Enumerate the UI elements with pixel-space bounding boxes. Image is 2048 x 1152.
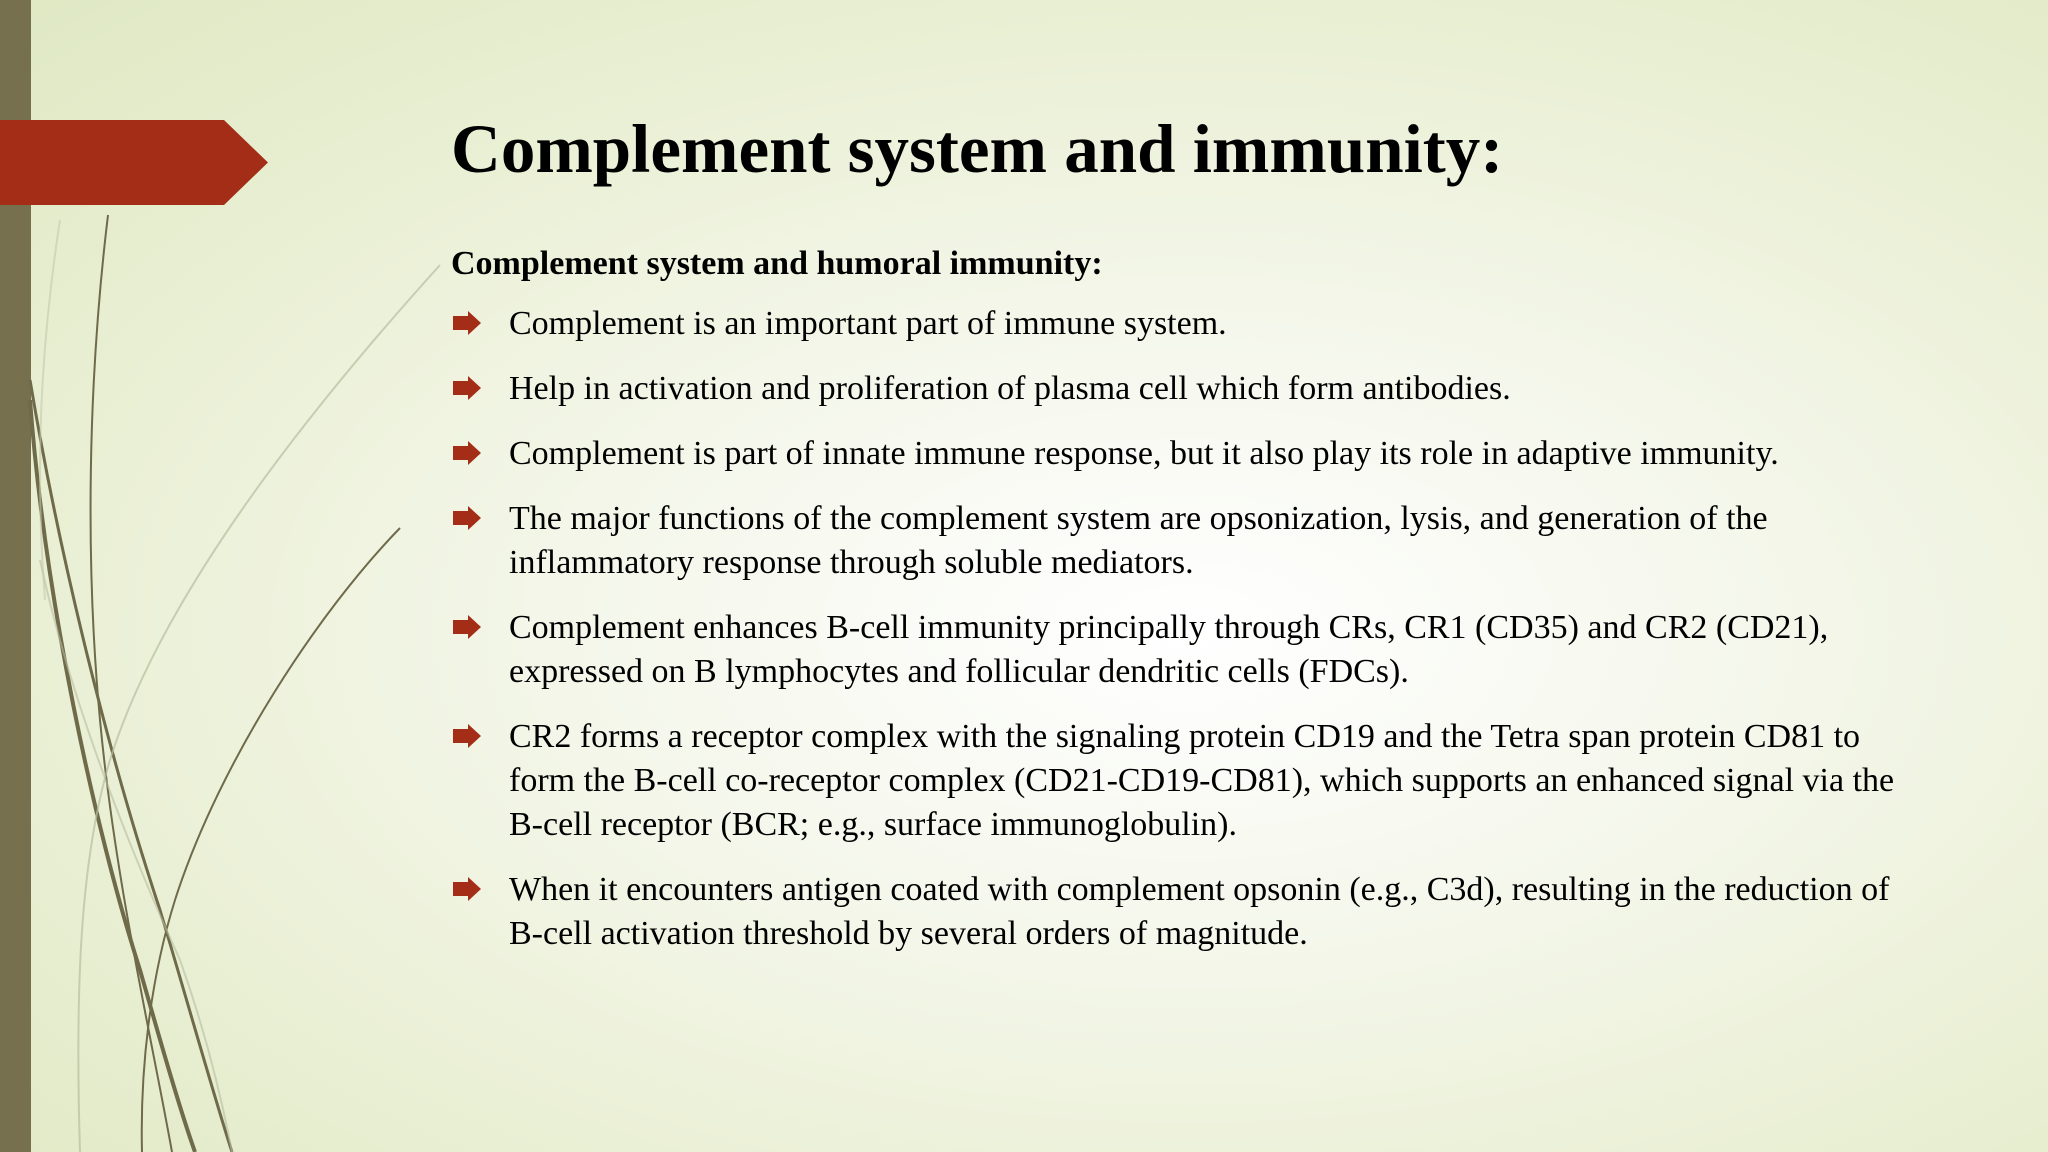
list-item [451, 606, 1931, 694]
bullet-text: Complement is an important part of immune system. [509, 305, 1227, 342]
bullet-text: Complement is part of innate immune response, but it also play its role in adaptive immunity. [509, 435, 1779, 472]
title-arrow-tab [0, 120, 268, 205]
arrow-bullet-icon [453, 376, 481, 400]
list-item [451, 432, 1931, 476]
bullet-text: Complement enhances B-cell immunity principally through CRs, CR1 (CD35) and CR2 (CD21), expressed on B lymphocytes and follicular dendritic cells (FDCs). [509, 609, 1829, 690]
slide-title: Complement system and immunity: [451, 111, 1504, 187]
list-item [451, 367, 1931, 411]
bullet-text: Help in activation and proliferation of plasma cell which form antibodies. [509, 370, 1511, 407]
list-item [451, 302, 1931, 346]
arrow-bullet-icon [453, 877, 481, 901]
arrow-bullet-icon [453, 311, 481, 335]
list-item [451, 868, 1931, 956]
slide-content [451, 242, 1931, 977]
bullet-list [451, 302, 1931, 956]
list-item [451, 497, 1931, 585]
slide-subheading: Complement system and humoral immunity: [451, 245, 1103, 282]
arrow-bullet-icon [453, 441, 481, 465]
bullet-text: CR2 forms a receptor complex with the signaling protein CD19 and the Tetra span protein CD81 to form the B-cell co-receptor complex (CD21-CD19-CD81), which supports an enhanced signal via the B-cell receptor (BCR; e.g., surface immunoglobulin). [509, 718, 1895, 843]
bullet-text: The major functions of the complement system are opsonization, lysis, and generation of the inflammatory response through soluble mediators. [509, 500, 1768, 581]
list-item [451, 715, 1931, 847]
bullet-text: When it encounters antigen coated with complement opsonin (e.g., C3d), resulting in the reduction of B-cell activation threshold by several orders of magnitude. [509, 871, 1890, 952]
arrow-bullet-icon [453, 615, 481, 639]
arrow-bullet-icon [453, 724, 481, 748]
arrow-bullet-icon [453, 506, 481, 530]
